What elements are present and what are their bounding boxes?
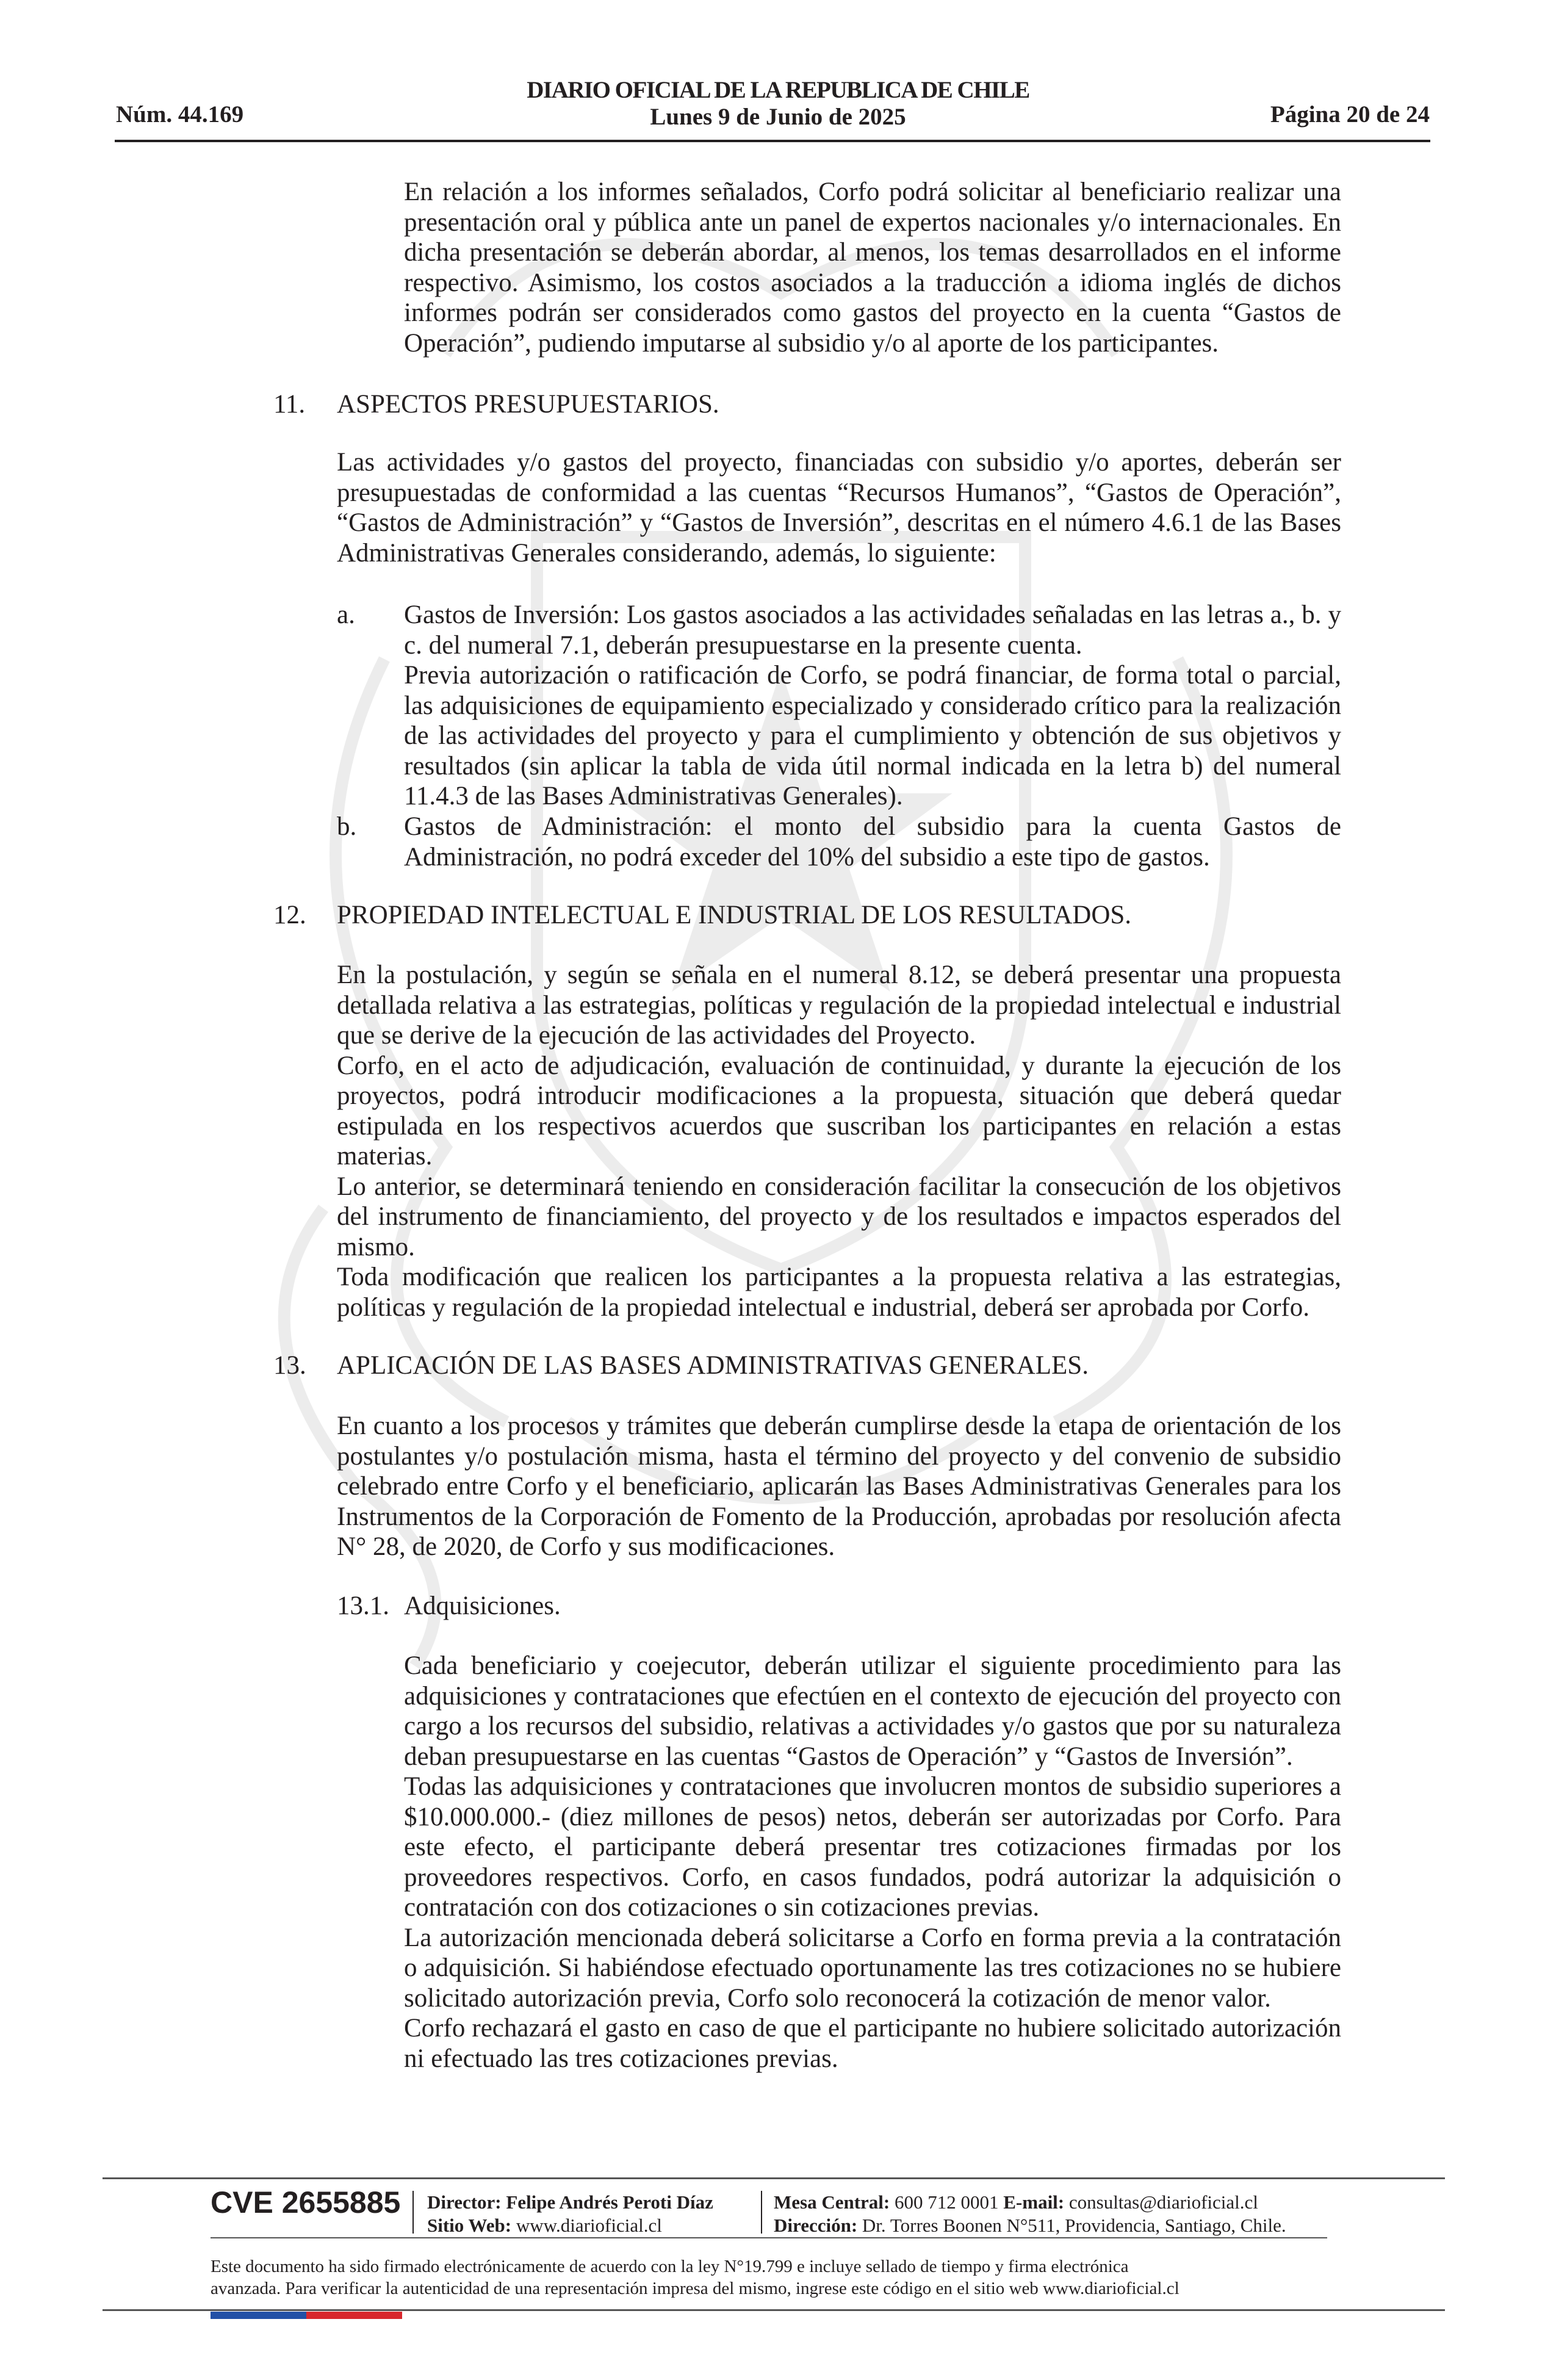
site-label: Sitio Web:: [427, 2215, 512, 2236]
header-divider: [115, 140, 1430, 142]
signature-notice-line: avanzada. Para verificar la autenticidad de una representación impresa del mismo, ingrese este código en el sitio web www.diarioficial.cl: [211, 2279, 1180, 2298]
page-number: Página 20 de 24: [1270, 101, 1430, 128]
site-link[interactable]: www.diarioficial.cl: [516, 2215, 662, 2236]
footer-separator: [412, 2191, 414, 2234]
section-number: 13.: [273, 1351, 306, 1380]
footer-divider-middle: [211, 2237, 1327, 2238]
list-item-text: Gastos de Inversión: Los gastos asociados a las actividades señaladas en las letras a., b. y c. del numeral 7.1, deberán presupuestarse en la presente cuenta.: [404, 600, 1341, 660]
section-number: 11.: [273, 390, 306, 419]
masthead: [427, 77, 1129, 131]
section-13-paragraph: En cuanto a los procesos y trámites que deberán cumplirse desde la etapa de orientación de los postulantes y/o postulación misma, hasta el término del proyecto y del convenio de subsidio celebrado entre Corfo y el beneficiario, aplicarán las Bases Administrativas Generales para los Instrumentos de la Corporación de Fomento de la Producción, aprobadas por resolución afecta N° 28, de 2020, de Corfo y sus modificaciones.: [337, 1412, 1341, 1561]
cve-code: CVE 2655885: [211, 2185, 401, 2220]
footer-separator: [761, 2191, 762, 2234]
footer-contact-block: [774, 2191, 1286, 2237]
section-12-body: [337, 960, 1341, 1322]
flag-stripe-blue: [211, 2312, 306, 2319]
newspaper-title: DIARIO OFICIAL DE LA REPUBLICA DE CHILE: [527, 77, 1029, 103]
subsection-title: Adquisiciones.: [404, 1592, 561, 1620]
intro-paragraph: En relación a los informes señalados, Corfo podrá solicitar al beneficiario realizar una presentación oral y pública ante un panel de expertos nacionales y/o internacionales. En dicha presentación se deberán abordar, al menos, los temas desarrollados en el informe respectivo. Asimismo, los costos asociados a la traducción a idioma inglés de dichos informes podrán ser considerados como gastos del proyecto en la cuenta “Gastos de Operación”, pudiendo imputarse al subsidio y/o al aporte de los participantes.: [404, 178, 1341, 358]
phone-label: Mesa Central:: [774, 2191, 890, 2213]
paragraph: Toda modificación que realicen los participantes a la propuesta relativa a las estrategias, políticas y regulación de la propiedad intelectual e industrial, deberá ser aprobada por Corfo.: [337, 1263, 1341, 1322]
email-label: E-mail:: [1003, 2191, 1065, 2213]
list-item-letter: b.: [337, 812, 357, 841]
issue-number: Núm. 44.169: [116, 101, 244, 128]
list-item-text: Gastos de Administración: el monto del subsidio para la cuenta Gastos de Administración, no podrá exceder del 10% del subsidio a este tipo de gastos.: [404, 812, 1341, 871]
paragraph: Todas las adquisiciones y contrataciones que involucren montos de subsidio superiores a $10.000.000.- (diez millones de pesos) netos, deberán ser autorizadas por Corfo. Para este efecto, el participante deberá presentar tres cotizaciones firmadas por los proveedores respectivos. Corfo, en casos fundados, podrá autorizar la adquisición o contratación con dos cotizaciones o sin cotizaciones previas.: [404, 1772, 1341, 1922]
phone-number: 600 712 0001: [895, 2191, 999, 2213]
list-item-body: [404, 812, 1341, 872]
director-name: Felipe Andrés Peroti Díaz: [506, 2191, 713, 2213]
footer-divider-top: [103, 2177, 1445, 2179]
email-link[interactable]: consultas@diarioficial.cl: [1068, 2191, 1258, 2213]
paragraph: En la postulación, y según se señala en el numeral 8.12, se deberá presentar una propuesta detallada relativa a las estrategias, políticas y regulación de la propiedad intelectual e industrial que se derive de la ejecución de las actividades del Proyecto.: [337, 961, 1341, 1050]
section-title: APLICACIÓN DE LAS BASES ADMINISTRATIVAS GENERALES.: [337, 1351, 1089, 1380]
subsection-13-1-body: [404, 1651, 1341, 2074]
list-item-body: [404, 600, 1341, 812]
paragraph: La autorización mencionada deberá solicitarse a Corfo en forma previa a la contratación o adquisición. Si habiéndose efectuado oportunamente las tres cotizaciones no se hubiere solicitado autorización previa, Corfo solo reconocerá la cotización de menor valor.: [404, 1923, 1341, 2013]
signature-notice-line: Este documento ha sido firmado electrónicamente de acuerdo con la ley N°19.799 e incluye sellado de tiempo y firma electrónica: [211, 2257, 1129, 2276]
paragraph: Lo anterior, se determinará teniendo en consideración facilitar la consecución de los objetivos del instrumento de financiamiento, del proyecto y de los resultados e impactos esperados del mismo.: [337, 1172, 1341, 1261]
address-label: Dirección:: [774, 2215, 858, 2236]
section-title: ASPECTOS PRESUPUESTARIOS.: [337, 390, 719, 419]
director-label: Director:: [427, 2191, 502, 2213]
list-item-text: Previa autorización o ratificación de Corfo, se podrá financiar, de forma total o parcial, las adquisiciones de equipamiento especializado y considerado crítico para la realización de las actividades del proyecto y para el cumplimiento y obtención de sus objetivos y resultados (sin aplicar la tabla de vida útil normal indicada en la letra b) del numeral 11.4.3 de las Bases Administrativas Generales).: [404, 661, 1341, 810]
address-value: Dr. Torres Boonen N°511, Providencia, Santiago, Chile.: [862, 2215, 1286, 2236]
subsection-number: 13.1.: [337, 1592, 389, 1620]
footer-divider-bottom: [103, 2309, 1445, 2311]
section-11-paragraph: Las actividades y/o gastos del proyecto, financiadas con subsidio y/o aportes, deberán ser presupuestadas de conformidad a las cuentas “Recursos Humanos”, “Gastos de Operación”, “Gastos de Administración” y “Gastos de Inversión”, descritas en el número 4.6.1 de las Bases Administrativas Generales considerando, además, lo siguiente:: [337, 448, 1341, 568]
section-number: 12.: [273, 901, 306, 929]
issue-date: Lunes 9 de Junio de 2025: [650, 104, 906, 130]
signature-notice: [211, 2256, 1333, 2299]
section-title: PROPIEDAD INTELECTUAL E INDUSTRIAL DE LOS RESULTADOS.: [337, 901, 1132, 929]
paragraph: Corfo rechazará el gasto en caso de que el participante no hubiere solicitado autorización ni efectuado las tres cotizaciones previas.: [404, 2014, 1341, 2073]
list-item-letter: a.: [337, 600, 355, 629]
paragraph: Cada beneficiario y coejecutor, deberán utilizar el siguiente procedimiento para las adquisiciones y contrataciones que efectúen en el contexto de ejecución del proyecto con cargo a los recursos del subsidio, relativas a actividades y/o gastos que por su naturaleza deban presupuestarse en las cuentas “Gastos de Operación” y “Gastos de Inversión”.: [404, 1651, 1341, 1771]
flag-stripe-red: [306, 2312, 402, 2319]
paragraph: Corfo, en el acto de adjudicación, evaluación de continuidad, y durante la ejecución de los proyectos, podrá introducir modificaciones a la propuesta, situación que deberá quedar estipulada en los respectivos acuerdos que suscriban los participantes en relación a estas materias.: [337, 1051, 1341, 1170]
footer-director-block: [427, 2191, 713, 2237]
